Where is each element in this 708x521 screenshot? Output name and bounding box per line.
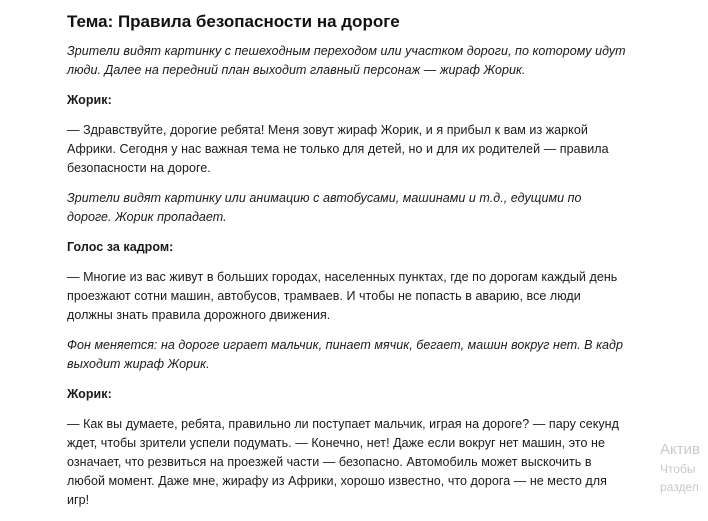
speaker-name: Жорик: [67, 93, 112, 107]
dialogue-text: — Многие из вас живут в больших городах, населенных пунктах, где по дорогам каждый день проезжают сотни машин, автобусов, трамваев. И чтобы не попасть в аварию, все люди должны знать правила дорожного движения. [67, 270, 618, 322]
speaker-name: Голос за кадром: [67, 240, 174, 254]
document-content [67, 12, 627, 521]
watermark-line-3: раздел [660, 480, 699, 494]
stage-direction: Зрители видят картинку или анимацию с автобусами, машинами и т.д., едущими по дороге. Жорик пропадает. [67, 191, 582, 224]
watermark-line-2: Чтобы [660, 462, 696, 476]
speaker-name: Жорик: [67, 387, 112, 401]
document-title: Тема: Правила безопасности на дороге [67, 12, 400, 31]
windows-activation-watermark [660, 440, 700, 496]
watermark-line-1: Актив [660, 441, 700, 458]
dialogue-text: — Здравствуйте, дорогие ребята! Меня зовут жираф Жорик, и я прибыл к вам из жаркой Африки. Сегодня у нас важная тема не только для детей, но и для их родителей — правила безопасности на дороге. [67, 123, 609, 175]
stage-direction: Фон меняется: на дороге играет мальчик, пинает мячик, бегает, машин вокруг нет. В кадр выходит жираф Жорик. [67, 338, 623, 371]
stage-direction: Зрители видят картинку с пешеходным переходом или участком дороги, по которому идут люди. Далее на передний план выходит главный персонаж — жираф Жорик. [67, 44, 626, 77]
dialogue-text: — Как вы думаете, ребята, правильно ли поступает мальчик, играя на дороге? — пару секунд ждет, чтобы зрители успели подумать. — Конечно, нет! Даже если вокруг нет машин, это не означает, что резвиться на проезжей части — безопасно. Автомобиль может выскочить в любой момент. Даже мне, жирафу из Африки, хорошо известно, что дорога — не место для игр! [67, 417, 619, 507]
